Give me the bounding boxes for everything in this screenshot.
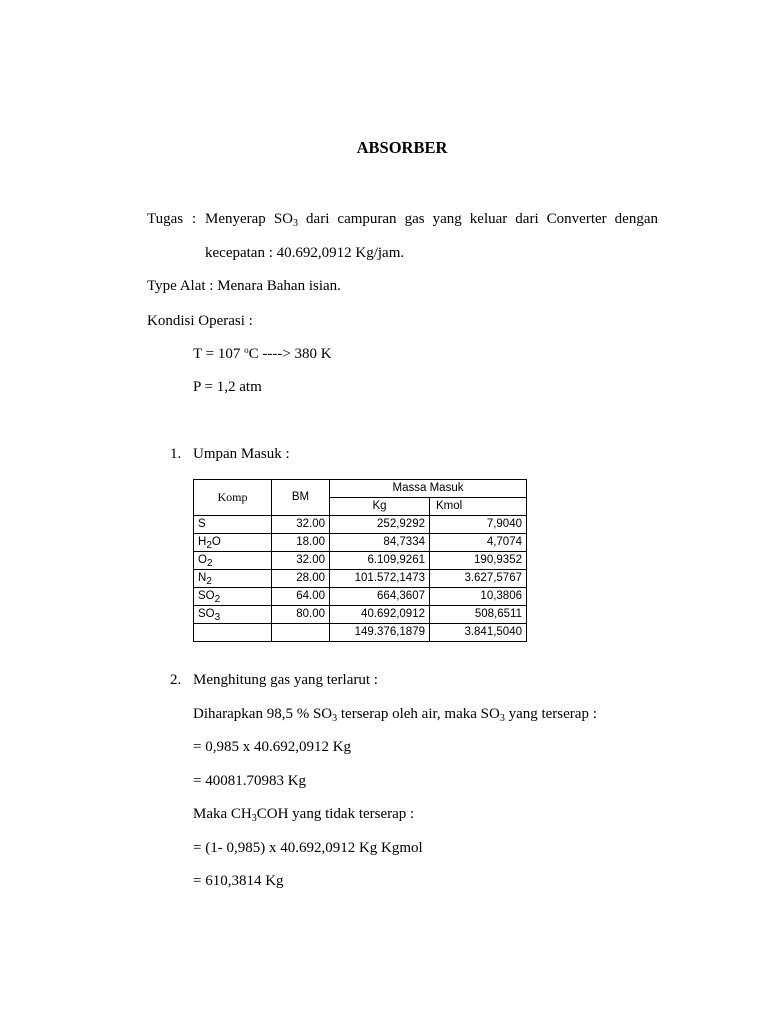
table-row: [194, 552, 527, 570]
kmol-cell: 3.627,5767: [430, 570, 527, 588]
massa-masuk-header: Massa Masuk: [330, 480, 527, 498]
bm-cell: 64.00: [272, 588, 330, 606]
bm-cell: 28.00: [272, 570, 330, 588]
table-row: [194, 534, 527, 552]
kg-cell: 84,7334: [330, 534, 430, 552]
table-header-row: [194, 480, 527, 498]
komp-cell: $SO_3$: [194, 606, 272, 624]
komp-cell: $O_2$: [194, 552, 272, 570]
tugas-label: Tugas: [147, 211, 184, 227]
section2-heading: Menghitung gas yang terlarut :: [193, 672, 378, 688]
section2-number: 2.: [170, 672, 182, 688]
kg-cell: 252,9292: [330, 516, 430, 534]
tugas-line: [147, 210, 658, 228]
bm-cell: 32.00: [272, 552, 330, 570]
kmol-cell: 508,6511: [430, 606, 527, 624]
bm-header: BM: [272, 480, 330, 516]
kmol-cell: 4,7074: [430, 534, 527, 552]
type-alat: Type Alat : Menara Bahan isian.: [147, 278, 341, 294]
komp-cell: $H_2O$: [194, 534, 272, 552]
kg-header: Kg: [330, 498, 430, 516]
kg-cell: 664,3607: [330, 588, 430, 606]
komp-cell: S: [194, 516, 272, 534]
umpan-masuk-table: [193, 479, 527, 642]
kg-cell: 40.692,0912: [330, 606, 430, 624]
calc-result-1: = 40081.70983 Kg: [193, 773, 307, 789]
komp-cell: $SO_2$: [194, 588, 272, 606]
expectation-line: Diharapkan 98,5 % $SO_3$ terserap oleh air, maka $SO_3$ yang terserap :: [193, 706, 597, 724]
calc-line-2: = (1- 0,985) x 40.692,0912 Kg Kgmol: [193, 840, 423, 856]
bm-cell: 80.00: [272, 606, 330, 624]
temperature-line: T = 107 $^o$C ----> 380 K: [193, 345, 332, 362]
komp-header: Komp: [194, 480, 272, 516]
calc-line-1: = 0,985 x 40.692,0912 Kg: [193, 739, 352, 755]
table-total-row: [194, 624, 527, 642]
empty-cell: [194, 624, 272, 642]
total-kmol-cell: 3.841,5040: [430, 624, 527, 642]
pressure-line: P = 1,2 atm: [193, 379, 262, 395]
kmol-cell: 10,3806: [430, 588, 527, 606]
unabsorbed-line: Maka $CH_3COH$ yang tidak terserap :: [193, 806, 415, 824]
bm-cell: 18.00: [272, 534, 330, 552]
table-row: [194, 588, 527, 606]
kg-cell: 101.572,1473: [330, 570, 430, 588]
table-row: [194, 570, 527, 588]
bm-cell: 32.00: [272, 516, 330, 534]
section1-number: 1.: [170, 446, 182, 462]
section1-heading: Umpan Masuk :: [193, 446, 290, 462]
kmol-cell: 7,9040: [430, 516, 527, 534]
page-title: ABSORBER: [356, 138, 448, 157]
kmol-header: Kmol: [430, 498, 527, 516]
calc-result-2: = 610,3814 Kg: [193, 873, 284, 889]
tugas-line2: kecepatan : 40.692,0912 Kg/jam.: [205, 245, 405, 261]
table-row: [194, 516, 527, 534]
kondisi-label: Kondisi Operasi :: [147, 313, 253, 329]
komp-cell: $N_2$: [194, 570, 272, 588]
kg-cell: 6.109,9261: [330, 552, 430, 570]
empty-cell: [272, 624, 330, 642]
total-kg-cell: 149.376,1879: [330, 624, 430, 642]
table-row: [194, 606, 527, 624]
kmol-cell: 190,9352: [430, 552, 527, 570]
tugas-text: Menyerap $SO_3$ dari campuran gas yang keluar dari Converter dengan: [205, 211, 658, 229]
tugas-colon: :: [192, 211, 197, 227]
